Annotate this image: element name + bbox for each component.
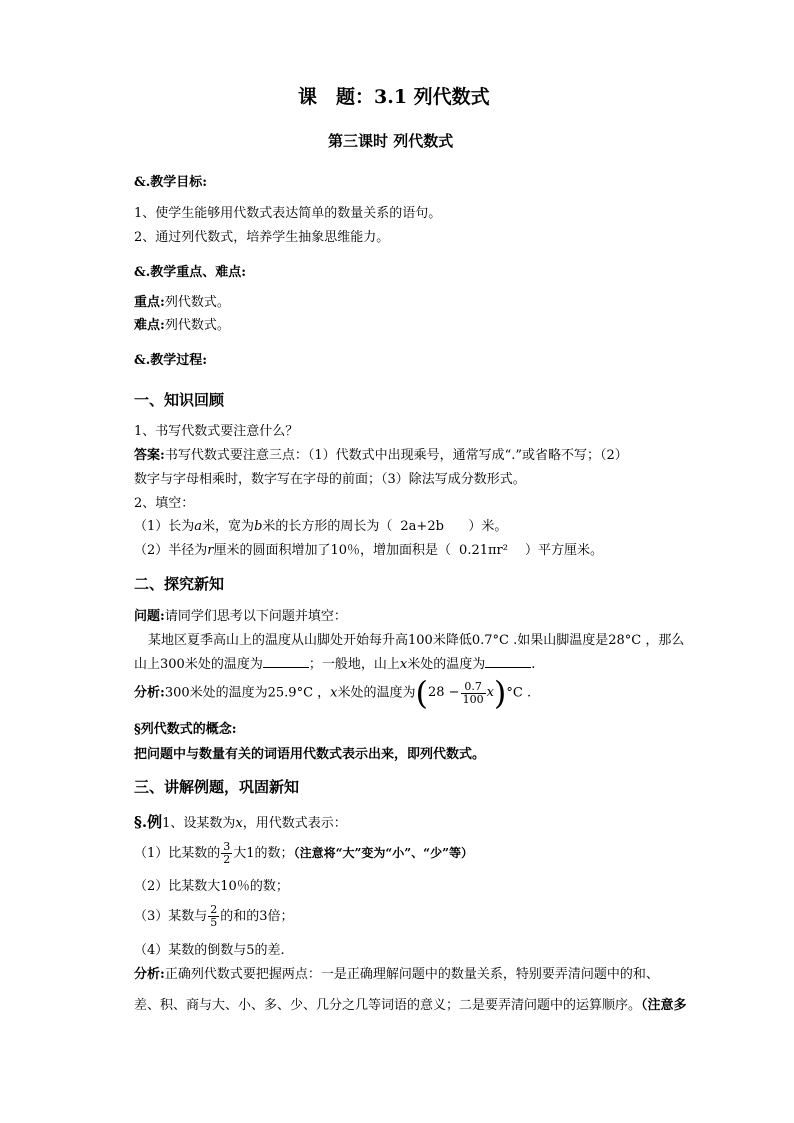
analysis-text: 正确列代数式要把握两点：一是正确理解问题中的数量关系，特别要弄清问题中的和、	[164, 967, 659, 982]
var-x: x	[235, 816, 243, 831]
item1-post: 大1的数；	[233, 846, 294, 861]
fraction-denominator: 2	[223, 853, 231, 866]
concept-heading: §列代数式的概念:	[134, 722, 237, 737]
expr-left: 28 −	[428, 685, 460, 700]
example-number: 1	[162, 816, 171, 831]
page-title: 课 题：3.1 列代数式	[298, 86, 490, 108]
review-question-2: 2、填空：	[134, 496, 195, 511]
goals-heading: &.教学目标:	[134, 175, 208, 190]
example-analysis-line-1	[134, 966, 659, 984]
answer-label: 答案:	[134, 448, 165, 463]
review-answer-line-2: 数字与字母相乘时，数字写在字母的前面；（3）除法写成分数形式。	[134, 472, 526, 487]
answer-text: 书写代数式要注意三点：（1）代数式中出现乘号，通常写成“.”或省略不写；（2）	[164, 448, 628, 463]
explore-problem	[134, 608, 347, 626]
fill-item-1	[134, 518, 507, 536]
analysis-end: °C .	[506, 685, 532, 701]
review-heading: 一、知识回顾	[134, 391, 225, 409]
example-item-3	[134, 902, 294, 932]
explore-line-1: 某地区夏季高山上的温度从山脚处开始每升高100米降低0.7°C .如果山脚温度是28°C ，那么	[148, 633, 685, 648]
difficulty-text: 列代数式。	[164, 318, 230, 333]
explore-line-2	[134, 655, 535, 674]
review-question-1: 1、书写代数式要注意什么？	[134, 424, 299, 439]
line2-a: 山上300米处的温度为	[134, 657, 263, 672]
goal-item: 2、通过列代数式，培养学生抽象思维能力。	[134, 230, 390, 245]
answer-blank-1[interactable]	[263, 655, 309, 668]
var-x: x	[399, 657, 408, 672]
fill2-pre: （2）半径为	[134, 543, 208, 558]
keypoint-key	[134, 294, 230, 312]
item3-pre: （3）某数与	[134, 909, 208, 924]
paren-right: )	[493, 674, 507, 712]
fill2-answer: 0.21πr²	[459, 543, 508, 558]
problem-label: 问题:	[134, 609, 165, 624]
analysis-b: 米处的温度为	[337, 685, 416, 701]
keypoint-difficulty	[134, 317, 230, 335]
process-heading: &.教学过程:	[134, 353, 208, 368]
var-a: a	[194, 519, 203, 534]
key-text: 列代数式。	[164, 295, 230, 310]
item1-note: （注意将“大”变为“小”、“少”等）	[293, 846, 473, 860]
fraction	[461, 681, 486, 706]
example-intro	[134, 813, 347, 833]
fraction-denominator: 100	[462, 692, 484, 706]
explore-heading: 二、探究新知	[134, 575, 225, 593]
item3-post: 的和的3倍；	[220, 909, 294, 924]
fraction-numerator: 2	[210, 903, 218, 916]
line2-end: .	[531, 657, 536, 672]
fill1-mid: 米，宽为	[202, 519, 255, 534]
fill2-post: 厘米的圆面积增加了10％，增加面积是（	[213, 543, 452, 558]
fill1-pre: （1）长为	[134, 519, 195, 534]
paren-left: (	[415, 674, 428, 712]
var-x: x	[486, 685, 494, 700]
example-item-1	[134, 838, 473, 869]
var-x: x	[330, 685, 338, 701]
fill1-end: ）米。	[468, 519, 508, 534]
example-analysis-line-2	[134, 997, 687, 1015]
fraction-numerator: 0.7	[461, 681, 486, 694]
key-label: 重点:	[134, 295, 165, 310]
fraction-numerator: 3	[223, 840, 231, 853]
example-text: 、设某数为	[170, 816, 236, 831]
answer-blank-2[interactable]	[485, 655, 531, 668]
analysis-note: （注意多	[641, 998, 687, 1013]
analysis-label: 分析:	[134, 967, 165, 982]
example-item-4: （4）某数的倒数与5的差.	[134, 943, 285, 958]
fraction	[221, 841, 232, 866]
var-r: r	[207, 543, 214, 558]
fraction	[208, 904, 219, 929]
fill1-answer: 2a+2b	[400, 519, 444, 534]
var-b: b	[254, 519, 263, 534]
examples-heading: 三、讲解例题，巩固新知	[134, 778, 300, 796]
analysis-label: 分析:	[134, 685, 165, 701]
analysis-text: 差、积、商与大、小、多、少、几分之几等词语的意义；二是要弄清问题中的运算顺序。	[134, 998, 642, 1013]
goal-item: 1、使学生能够用代数式表达简单的数量关系的语句。	[134, 206, 442, 221]
explore-analysis	[134, 676, 531, 711]
review-answer-line-1	[134, 447, 628, 465]
line2-c: 米处的温度为	[407, 657, 486, 672]
fill2-end: ）平方厘米。	[525, 543, 604, 558]
item1-pre: （1）比某数的	[134, 846, 221, 861]
keypoints-heading: &.教学重点、难点:	[134, 265, 247, 280]
example-label: §.例	[134, 813, 163, 831]
problem-text: 请同学们思考以下问题并填空：	[164, 609, 347, 624]
page-subtitle: 第三课时 列代数式	[328, 132, 454, 150]
example-text-2: ，用代数式表示：	[242, 816, 347, 831]
fill1-post: 米的长方形的周长为（	[262, 519, 393, 534]
fraction-denominator: 5	[210, 916, 218, 929]
fill-item-2	[134, 542, 603, 560]
difficulty-label: 难点:	[134, 318, 165, 333]
example-item-2: （2）比某数大10％的数；	[134, 879, 289, 894]
analysis-a: 300米处的温度为25.9°C ，	[164, 685, 331, 701]
line2-b: ；一般地，山上	[308, 657, 400, 672]
concept-text: 把问题中与数量有关的词语用代数式表示出来，即列代数式。	[134, 747, 486, 762]
